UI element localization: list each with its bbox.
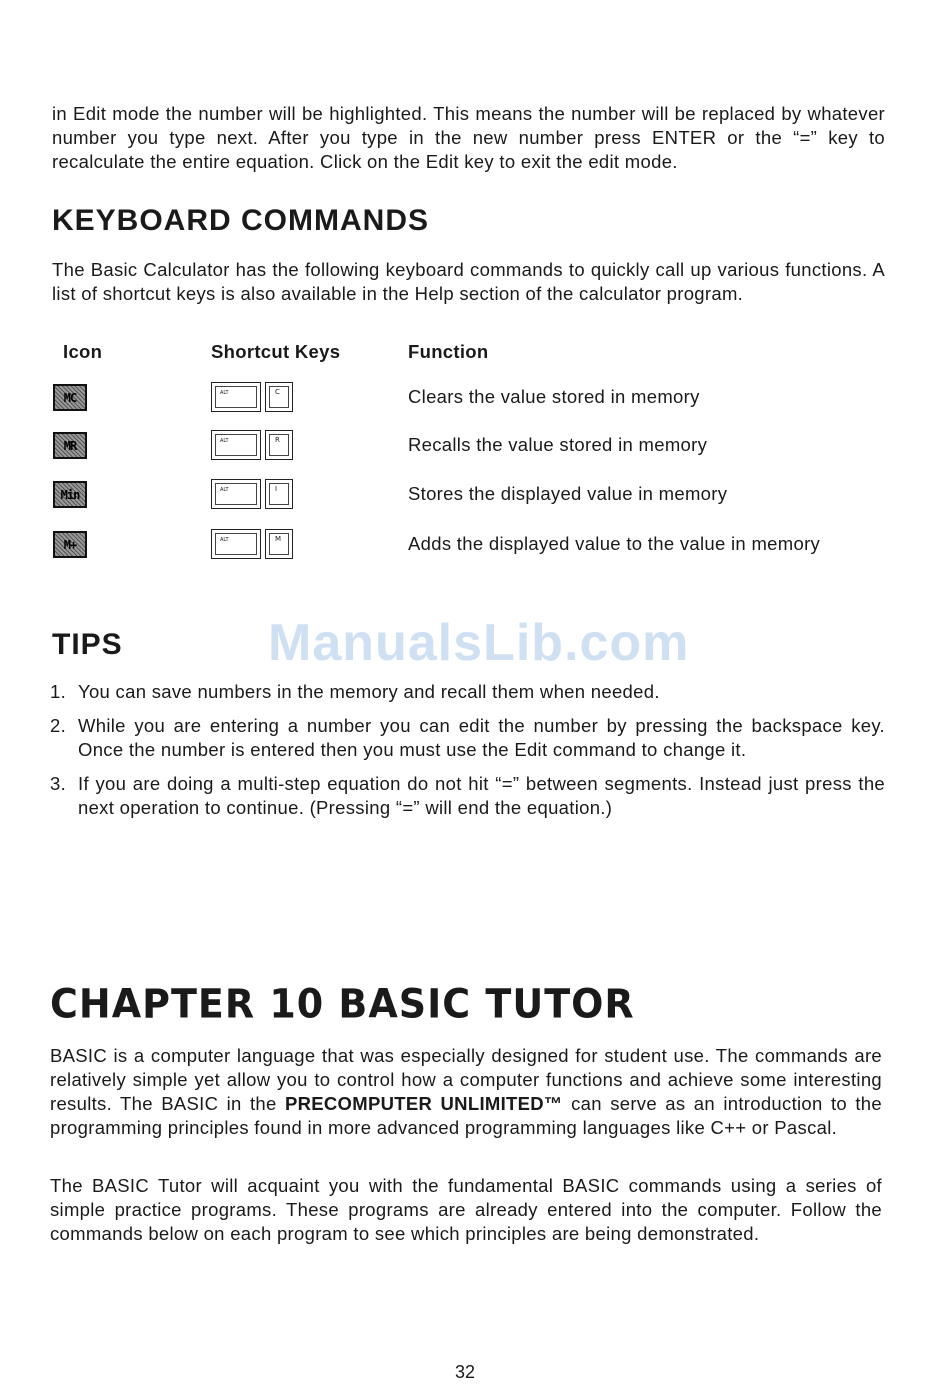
tips-list bbox=[50, 680, 885, 830]
command-row-min bbox=[0, 479, 950, 513]
alt-key-icon: ALT bbox=[211, 529, 261, 559]
keyboard-description: The Basic Calculator has the following keyboard commands to quickly call up various functions. A list of shortcut keys is also available in the Help section of the calculator program. bbox=[52, 259, 885, 304]
column-header-function: Function bbox=[408, 341, 489, 362]
intro-paragraph: in Edit mode the number will be highlighted. This means the number will be replaced by whatever number you type next. After you type in the new number press ENTER or the “=” key to recalculate the entire equation. Click on the Edit key to exit the edit mode. bbox=[52, 103, 885, 172]
chapter-title: CHAPTER 10 BASIC TUTOR bbox=[50, 980, 635, 1028]
memory-recall-icon: MR bbox=[53, 432, 87, 459]
alt-key-icon: ALT bbox=[211, 430, 261, 460]
command-row-mc bbox=[0, 382, 950, 416]
command-row-mplus bbox=[0, 529, 950, 563]
memory-plus-icon: M+ bbox=[53, 531, 87, 558]
function-text: Recalls the value stored in memory bbox=[408, 434, 708, 455]
page-number: 32 bbox=[455, 1362, 476, 1382]
function-text: Stores the displayed value in memory bbox=[408, 483, 728, 504]
list-item: 2. While you are entering a number you can edit the number by pressing the backspace key. Once the number is entered then you must use the Edit command to change it. bbox=[50, 715, 885, 760]
m-key-icon: M bbox=[265, 529, 293, 559]
list-item: 1. You can save numbers in the memory and recall them when needed. bbox=[50, 681, 660, 702]
column-header-icon: Icon bbox=[63, 341, 103, 362]
i-key-icon: I bbox=[265, 479, 293, 509]
function-text: Clears the value stored in memory bbox=[408, 386, 700, 407]
memory-in-icon: Min bbox=[53, 481, 87, 508]
column-header-shortcut: Shortcut Keys bbox=[211, 341, 341, 362]
alt-key-icon: ALT bbox=[211, 479, 261, 509]
watermark: ManualsLib.com bbox=[268, 614, 690, 672]
alt-key-icon: ALT bbox=[211, 382, 261, 412]
list-item: 3. If you are doing a multi-step equation do not hit “=” between segments. Instead just press the next operation to continue. (Pressing “=” will end the equation.) bbox=[50, 773, 885, 818]
tips-heading: TIPS bbox=[52, 628, 123, 661]
memory-clear-icon: MC bbox=[53, 384, 87, 411]
r-key-icon: R bbox=[265, 430, 293, 460]
c-key-icon: C bbox=[265, 382, 293, 412]
command-row-mr bbox=[0, 430, 950, 464]
keyboard-commands-heading: KEYBOARD COMMANDS bbox=[52, 204, 429, 237]
chapter-paragraph-1: BASIC is a computer language that was especially designed for student use. The commands are relatively simple yet allow you to control how a computer functions and achieve some interesting results. The BASIC in the PRECOMPUTER UNLIMITED™ can serve as an introduction to the programming principles found in more advanced programming languages like C++ or Pascal. bbox=[50, 1045, 882, 1138]
function-text: Adds the displayed value to the value in memory bbox=[408, 533, 821, 554]
chapter-paragraph-2: The BASIC Tutor will acquaint you with the fundamental BASIC commands using a series of simple practice programs. These programs are already entered into the computer. Follow the commands below on each program to see which principles are being demonstrated. bbox=[50, 1175, 882, 1244]
